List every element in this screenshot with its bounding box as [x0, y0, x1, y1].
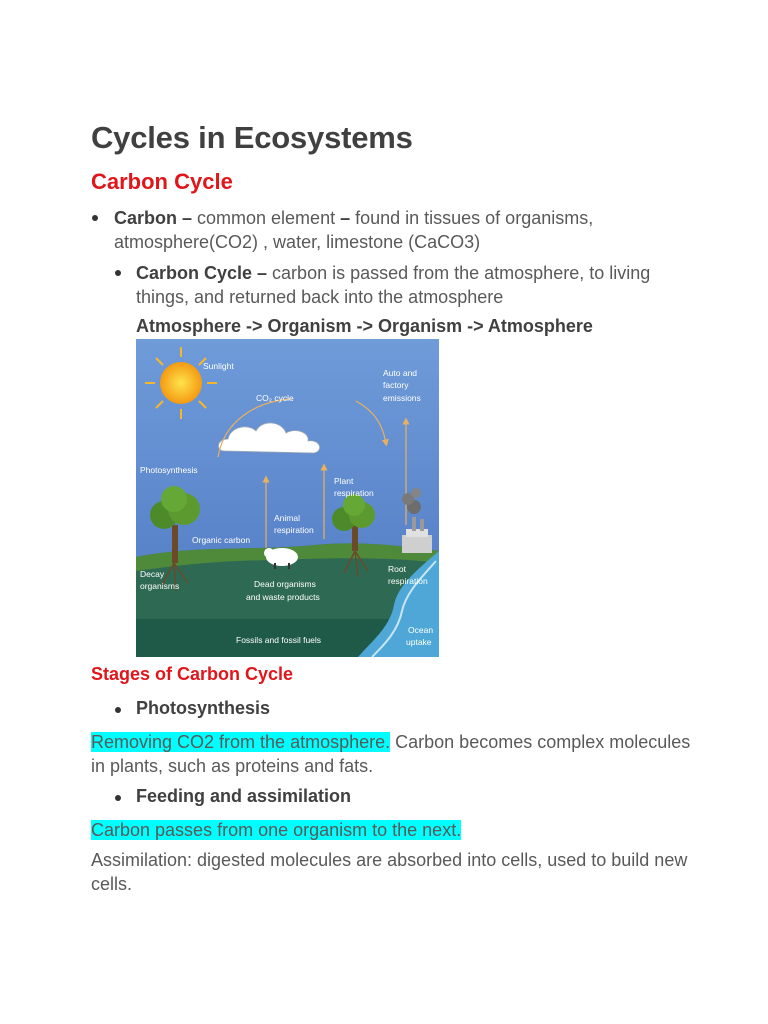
stage-title-photosynthesis: Photosynthesis: [136, 698, 271, 718]
label-auto-3: emissions: [383, 393, 421, 403]
label-fossils: Fossils and fossil fuels: [236, 635, 322, 645]
assimilation-paragraph: Assimilation: digested molecules are absorbed into cells, used to build new cells.: [91, 850, 688, 894]
label-root-2: respiration: [388, 576, 428, 586]
stage-description-photosynthesis: [91, 730, 691, 778]
label-animal-1: Animal: [274, 513, 300, 523]
label-dead-2: and waste products: [246, 592, 320, 602]
label-plant-1: Plant: [334, 476, 354, 486]
label-decay-2: organisms: [140, 581, 180, 591]
bullet-icon: [115, 795, 121, 801]
label-auto-1: Auto and: [383, 368, 418, 378]
bullet-carbon-cycle: [136, 261, 696, 309]
bullet-text: found in tissues of organisms, atmosphere(CO2) , water, limestone (CaCO3): [114, 208, 594, 252]
label-ocean-1: Ocean: [408, 625, 434, 635]
page-title: Cycles in Ecosystems: [91, 120, 413, 155]
label-ocean-2: uptake: [406, 637, 432, 647]
label-auto-2: factory: [383, 380, 409, 390]
carbon-cycle-diagram: [136, 339, 439, 657]
bullet-term: Carbon –: [114, 208, 193, 228]
bullet-term: Carbon Cycle –: [136, 263, 268, 283]
label-organic-carbon: Organic carbon: [192, 535, 251, 545]
label-decay-1: Decay: [140, 569, 165, 579]
bullet-icon: [115, 270, 121, 276]
label-co2-cycle: CO₂ cycle: [256, 393, 294, 403]
bullet-icon: [115, 707, 121, 713]
label-photosynthesis: Photosynthesis: [140, 465, 198, 475]
bullet-text: common element: [192, 208, 341, 228]
section-heading-stages: Stages of Carbon Cycle: [91, 664, 294, 684]
highlighted-text: Carbon passes from one organism to the next.: [91, 820, 462, 840]
highlighted-text: Removing CO2 from the atmosphere.: [91, 732, 391, 752]
label-animal-2: respiration: [274, 525, 314, 535]
section-heading-carbon-cycle: Carbon Cycle: [91, 169, 233, 194]
bullet-text: carbon is passed from the atmosphere, to living things, and returned back into the atmosphere: [136, 263, 651, 307]
label-root-1: Root: [388, 564, 406, 574]
label-dead-1: Dead organisms: [254, 579, 316, 589]
label-plant-2: respiration: [334, 488, 374, 498]
bullet-icon: [92, 215, 98, 221]
paragraph-text: Carbon becomes complex molecules in plants, such as proteins and fats.: [91, 732, 691, 776]
label-sunlight: Sunlight: [203, 361, 234, 371]
stage-highlight-feeding: [91, 818, 691, 842]
stage-title-feeding: Feeding and assimilation: [136, 786, 352, 806]
bullet-dash: –: [340, 208, 351, 228]
flow-sequence: Atmosphere -> Organism -> Organism -> Atmosphere: [136, 316, 593, 336]
bullet-carbon: [114, 206, 674, 254]
